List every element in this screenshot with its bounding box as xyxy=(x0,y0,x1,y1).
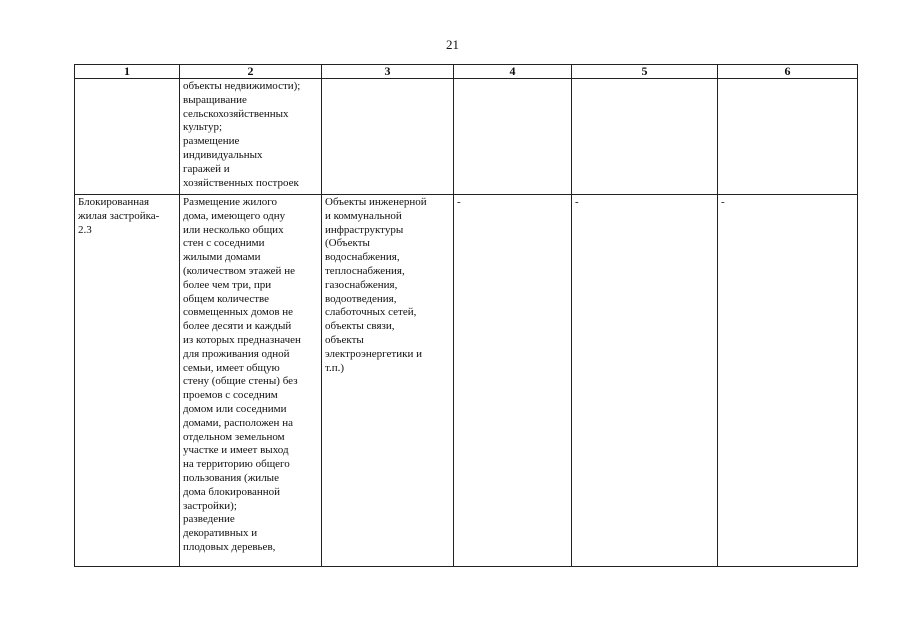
header-col-2: 2 xyxy=(180,65,322,79)
cell-auxiliary-uses xyxy=(322,79,454,195)
cell-col-5 xyxy=(572,79,718,195)
land-use-table xyxy=(74,64,858,567)
header-col-3: 3 xyxy=(322,65,454,79)
header-col-6: 6 xyxy=(718,65,858,79)
cell-col-6 xyxy=(718,79,858,195)
cell-col-4: - xyxy=(454,195,572,567)
table-header-row xyxy=(75,65,858,79)
cell-col-4 xyxy=(454,79,572,195)
cell-use-type xyxy=(75,79,180,195)
cell-col-6: - xyxy=(718,195,858,567)
table-row-blocked-housing xyxy=(75,195,858,567)
page-number: 21 xyxy=(446,37,459,52)
cell-use-description: Размещение жилого дома, имеющего одну или несколько общих стен с соседними жилыми домами (количеством этажей не более чем три, при общем количестве совмещенных домов не более десяти и каждый из которых предназначен для проживания одной семьи, имеет общую стену (общие стены) без проемов с соседним домом или соседними домами, расположен на отдельном земельном участке и имеет выход на территорию общего пользования (жилые дома блокированной застройки); разведение декоративных и плодовых деревьев, xyxy=(180,195,322,567)
header-col-5: 5 xyxy=(572,65,718,79)
cell-use-description: объекты недвижимости); выращивание сельскохозяйственных культур; размещение индивидуальных гаражей и хозяйственных построек xyxy=(180,79,322,195)
header-col-1: 1 xyxy=(75,65,180,79)
cell-auxiliary-uses: Объекты инженерной и коммунальной инфраструктуры (Объекты водоснабжения, теплоснабжения, газоснабжения, водоотведения, слаботочных сетей, объекты связи, объекты электроэнергетики и т.п.) xyxy=(322,195,454,567)
header-col-4: 4 xyxy=(454,65,572,79)
cell-use-type: Блокированная жилая застройка- 2.3 xyxy=(75,195,180,567)
cell-col-5: - xyxy=(572,195,718,567)
table-row-continued xyxy=(75,79,858,195)
